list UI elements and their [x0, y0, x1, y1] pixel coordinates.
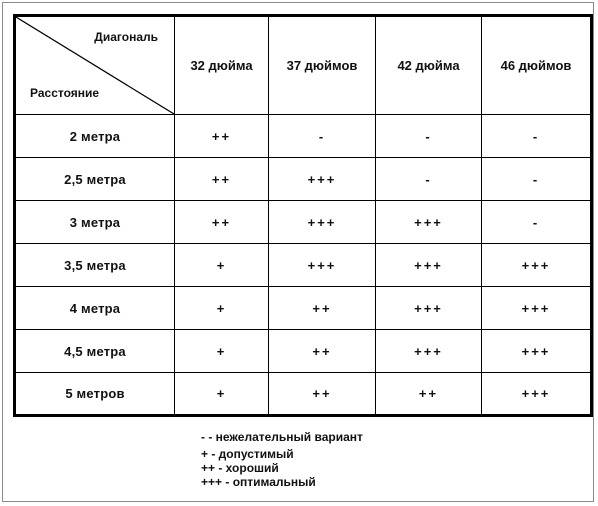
- image-frame: [2, 2, 594, 502]
- legend-good: ++ - хороший: [201, 461, 279, 475]
- table-row: [15, 115, 592, 158]
- row-header-distance: 3,5 метра: [15, 244, 175, 287]
- column-header-46: 46 дюймов: [482, 16, 592, 115]
- table-row: [15, 287, 592, 330]
- table-cell: +: [175, 244, 269, 287]
- table-cell: +++: [376, 201, 482, 244]
- column-header-32: 32 дюйма: [175, 16, 269, 115]
- table-cell: -: [482, 115, 592, 158]
- table-cell: ++: [175, 115, 269, 158]
- table-cell: +: [175, 287, 269, 330]
- row-header-distance: 2 метра: [15, 115, 175, 158]
- row-header-distance: 2,5 метра: [15, 158, 175, 201]
- distance-label: Расстояние: [30, 86, 100, 100]
- row-header-distance: 3 метра: [15, 201, 175, 244]
- table-cell: -: [376, 158, 482, 201]
- tv-distance-table: [13, 14, 593, 417]
- table-cell: -: [482, 158, 592, 201]
- table-cell: +++: [269, 244, 376, 287]
- table-cell: -: [376, 115, 482, 158]
- legend-optimal: +++ - оптимальный: [201, 475, 316, 489]
- table-row: [15, 373, 592, 416]
- table-row: [15, 244, 592, 287]
- table-cell: +++: [482, 330, 592, 373]
- legend-acceptable: + - допустимый: [201, 447, 294, 461]
- table-cell: ++: [269, 330, 376, 373]
- row-header-distance: 5 метров: [15, 373, 175, 416]
- table-cell: ++: [269, 287, 376, 330]
- table-cell: ++: [269, 373, 376, 416]
- row-header-distance: 4 метра: [15, 287, 175, 330]
- column-header-37: 37 дюймов: [269, 16, 376, 115]
- table-cell: ++: [175, 158, 269, 201]
- diagonal-label: Диагональ: [94, 30, 158, 44]
- table-cell: -: [482, 201, 592, 244]
- table-cell: +: [175, 330, 269, 373]
- table-cell: +++: [376, 244, 482, 287]
- table-cell: +++: [376, 287, 482, 330]
- table-cell: +++: [482, 244, 592, 287]
- table-row: [15, 201, 592, 244]
- header-row: [15, 16, 592, 115]
- row-header-distance: 4,5 метра: [15, 330, 175, 373]
- table-cell: ++: [376, 373, 482, 416]
- legend-undesirable: - - нежелательный вариант: [201, 430, 363, 444]
- table-row: [15, 158, 592, 201]
- table-cell: ++: [175, 201, 269, 244]
- table-row: [15, 330, 592, 373]
- corner-cell: [15, 16, 175, 115]
- table-cell: +++: [269, 158, 376, 201]
- table-cell: -: [269, 115, 376, 158]
- table-cell: +: [175, 373, 269, 416]
- table-cell: +++: [376, 330, 482, 373]
- table-cell: +++: [482, 373, 592, 416]
- legend: [201, 431, 363, 488]
- table-cell: +++: [482, 287, 592, 330]
- table-cell: +++: [269, 201, 376, 244]
- column-header-42: 42 дюйма: [376, 16, 482, 115]
